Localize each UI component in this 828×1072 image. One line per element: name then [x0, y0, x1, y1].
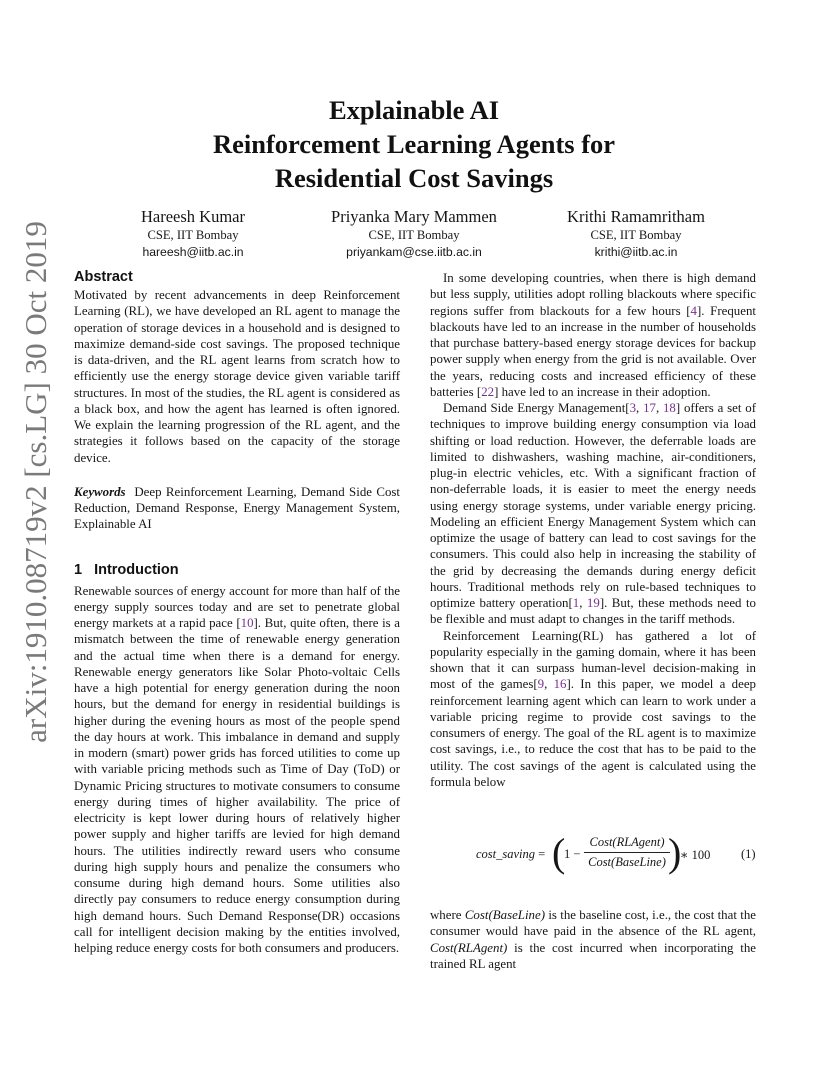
text-run: ]. But, quite often, there is a mismatch between the time of renewable energy generation and the actual time when there is a demand for energy. Renewable energy generators like Solar Photo-voltaic Cells have a high potential for energy generation during the noon hours, but the demand for energy in residential buildings is higher during the evening hours as most of the people spend the day hours at work. This imbalance in demand and supply in modern (smart) power grids has forced utilities to come up with variable pricing methods such as Time of Day (ToD) or Dynamic Pricing structures to motivate consumers to consume energy during times of higher availability. The price of electricity is kept lower during hours of relatively higher power supply and higher tariffs are levied for high demand hours. The utilities indirectly reward users who consume during high supply hours and penalize the consumers who consume during high demand hours. Some utilities also directly pay consumers to reduce energy consumption during high demand hours. Such Demand Response(DR) occasions call for intelligent decision making by the entities involved, helping reduce energy costs for both consumers and producers.	[74, 616, 400, 955]
after-equation-block	[430, 907, 756, 972]
author-block-1	[73, 207, 313, 261]
section-number: 1	[74, 561, 83, 578]
abstract-heading: Abstract	[74, 269, 133, 285]
text-run: ] offers a set of techniques to improve building energy consumption via load shifting or load reduction. However, the deferrable loads are limited to dishwashers, washing machine, air-conditioners, plug-in electric vehicles, etc. With a significant fraction of non-deferrable loads, it is easier to meet the energy needs using energy storage systems, under variable energy pricing. Modeling an efficient Energy Management System which can optimize the usage of battery can lead to cost savings for the consumers. This could also help in increasing the stability of the grid by decreasing the demands during energy deficit hours. Traditional methods rely on rule-based techniques to optimize battery operation[	[430, 401, 756, 610]
equation-cost-saving	[476, 830, 760, 875]
left-paren: (	[552, 830, 566, 875]
equation-times-100: ∗ 100	[680, 848, 711, 862]
intro-paragraph-1	[74, 583, 400, 957]
author-email: krithi@iitb.ac.in	[594, 245, 678, 259]
text-run: Reinforcement Learning(RL) has gathered a lot of popularity especially in the gaming domain, where it has been shown that it can surpass human-level decision-making in most of the games[	[430, 628, 756, 692]
citation-link[interactable]: 22	[481, 384, 495, 399]
text-run: is the cost incurred when incorporating the trained RL agent	[430, 940, 756, 971]
author-name: Krithi Ramamritham	[567, 207, 705, 226]
keywords-text: Deep Reinforcement Learning, Demand Side Cost Reduction, Demand Response, Energy Management System, Explainable AI	[74, 484, 400, 532]
after-equation-paragraph	[430, 907, 756, 972]
citation-link[interactable]: 16	[553, 677, 567, 692]
equation-equals: =	[538, 847, 546, 861]
equation-one-minus: 1 −	[564, 847, 581, 861]
title-line-1: Explainable AI	[328, 95, 500, 125]
title-line-2: Reinforcement Learning Agents for	[212, 129, 616, 159]
right-paragraph-3	[430, 628, 756, 791]
right-column	[430, 270, 756, 790]
right-paragraph-2	[430, 400, 756, 628]
equation-number: (1)	[741, 847, 756, 861]
title-line-3: Residential Cost Savings	[274, 163, 554, 193]
author-affiliation: CSE, IIT Bombay	[590, 228, 682, 242]
text-run: Demand Side Energy Management[	[443, 401, 630, 415]
text-run: is the baseline cost, i.e., the cost that the consumer would have paid in the absence of the RL agent,	[430, 908, 756, 939]
math-term: Cost(RLAgent)	[430, 940, 508, 955]
text-run: ,	[655, 401, 663, 415]
author-email: priyankam@cse.iitb.ac.in	[346, 245, 482, 259]
citation-link[interactable]: 3	[629, 401, 637, 415]
citation-link[interactable]: 4	[690, 303, 697, 318]
citation-link[interactable]: 9	[537, 677, 545, 692]
fraction-denominator: Cost(BaseLine)	[588, 855, 666, 869]
math-term: Cost(BaseLine)	[464, 908, 546, 922]
paper-title	[0, 93, 828, 195]
citation-link[interactable]: 17	[643, 401, 656, 415]
text-run: ,	[544, 677, 554, 692]
fraction-numerator: Cost(RLAgent)	[589, 835, 665, 849]
text-run: In some developing countries, when there is high demand but less supply, utilities adopt rolling blackouts where specific regions suffer from blackouts for a few hours [	[430, 271, 756, 318]
text-run: ] have led to an increase in their adoption.	[494, 384, 711, 399]
citation-link[interactable]: 1	[572, 596, 580, 610]
equation-fraction	[584, 835, 670, 870]
text-run: ,	[579, 596, 587, 610]
author-name: Hareesh Kumar	[141, 207, 245, 226]
author-block-3	[516, 207, 756, 261]
section-title: Introduction	[94, 561, 179, 578]
author-name: Priyanka Mary Mammen	[331, 207, 497, 226]
equation-lhs	[476, 847, 545, 862]
author-affiliation: CSE, IIT Bombay	[368, 228, 460, 242]
text-run: ]. In this paper, we model a deep reinforcement learning agent which can learn to work under a variable pricing regime to provide cost savings to the consumers of energy. The goal of the RL agent is to maximize cost savings, i.e., to reduce the cost that has to be paid to the utility. The cost savings of the agent is calculated using the formula below	[430, 677, 757, 789]
author-email: hareesh@iitb.ac.in	[142, 245, 244, 259]
author-block-2	[294, 207, 534, 261]
citation-link[interactable]: 10	[240, 616, 254, 630]
keywords-label: Keywords	[74, 484, 126, 499]
text-run: ]. Frequent blackouts have led to an increase in the number of households that purchase battery-based energy storage devices for backup power supply when energy from the grid is not available. Over the years, reducing costs and increased efficiency of these batteries [	[430, 303, 756, 399]
fraction-bar	[584, 852, 670, 853]
text-run: ,	[636, 401, 644, 415]
right-paren: )	[668, 830, 682, 875]
keywords-paragraph	[74, 484, 400, 533]
equation-lhs-text: cost_saving	[476, 847, 536, 861]
arxiv-identifier: arXiv:1910.08719v2 [cs.LG] 30 Oct 2019	[18, 221, 53, 743]
text-run: Renewable sources of energy account for more than half of the energy supply sources today and are set to penetrate global energy markets at a rapid pace [	[74, 583, 400, 630]
right-paragraph-1	[430, 270, 756, 400]
abstract-text: Motivated by recent advancements in deep Reinforcement Learning (RL), we have developed an RL agent to manage the operation of storage devices in a household and is designed to maximize demand-side cost savings. The proposed technique is data-driven, and the RL agent learns from scratch how to efficiently use the energy storage device given variable tariff structures. In most of the studies, the RL agent is considered as a black box, and how the agent has learned is often ignored. We explain the learning progression of the RL agent, and the strategies it follows based on the capacity of the storage device.	[74, 288, 400, 465]
text-run: where	[430, 908, 465, 922]
author-affiliation: CSE, IIT Bombay	[147, 228, 239, 242]
citation-link[interactable]: 19	[586, 596, 600, 610]
section-heading-introduction	[74, 560, 400, 580]
left-column	[74, 268, 400, 956]
citation-link[interactable]: 18	[662, 401, 676, 415]
text-run: ]. But, these methods need to be flexible and must adapt to changes in the tariff methods.	[430, 596, 756, 627]
